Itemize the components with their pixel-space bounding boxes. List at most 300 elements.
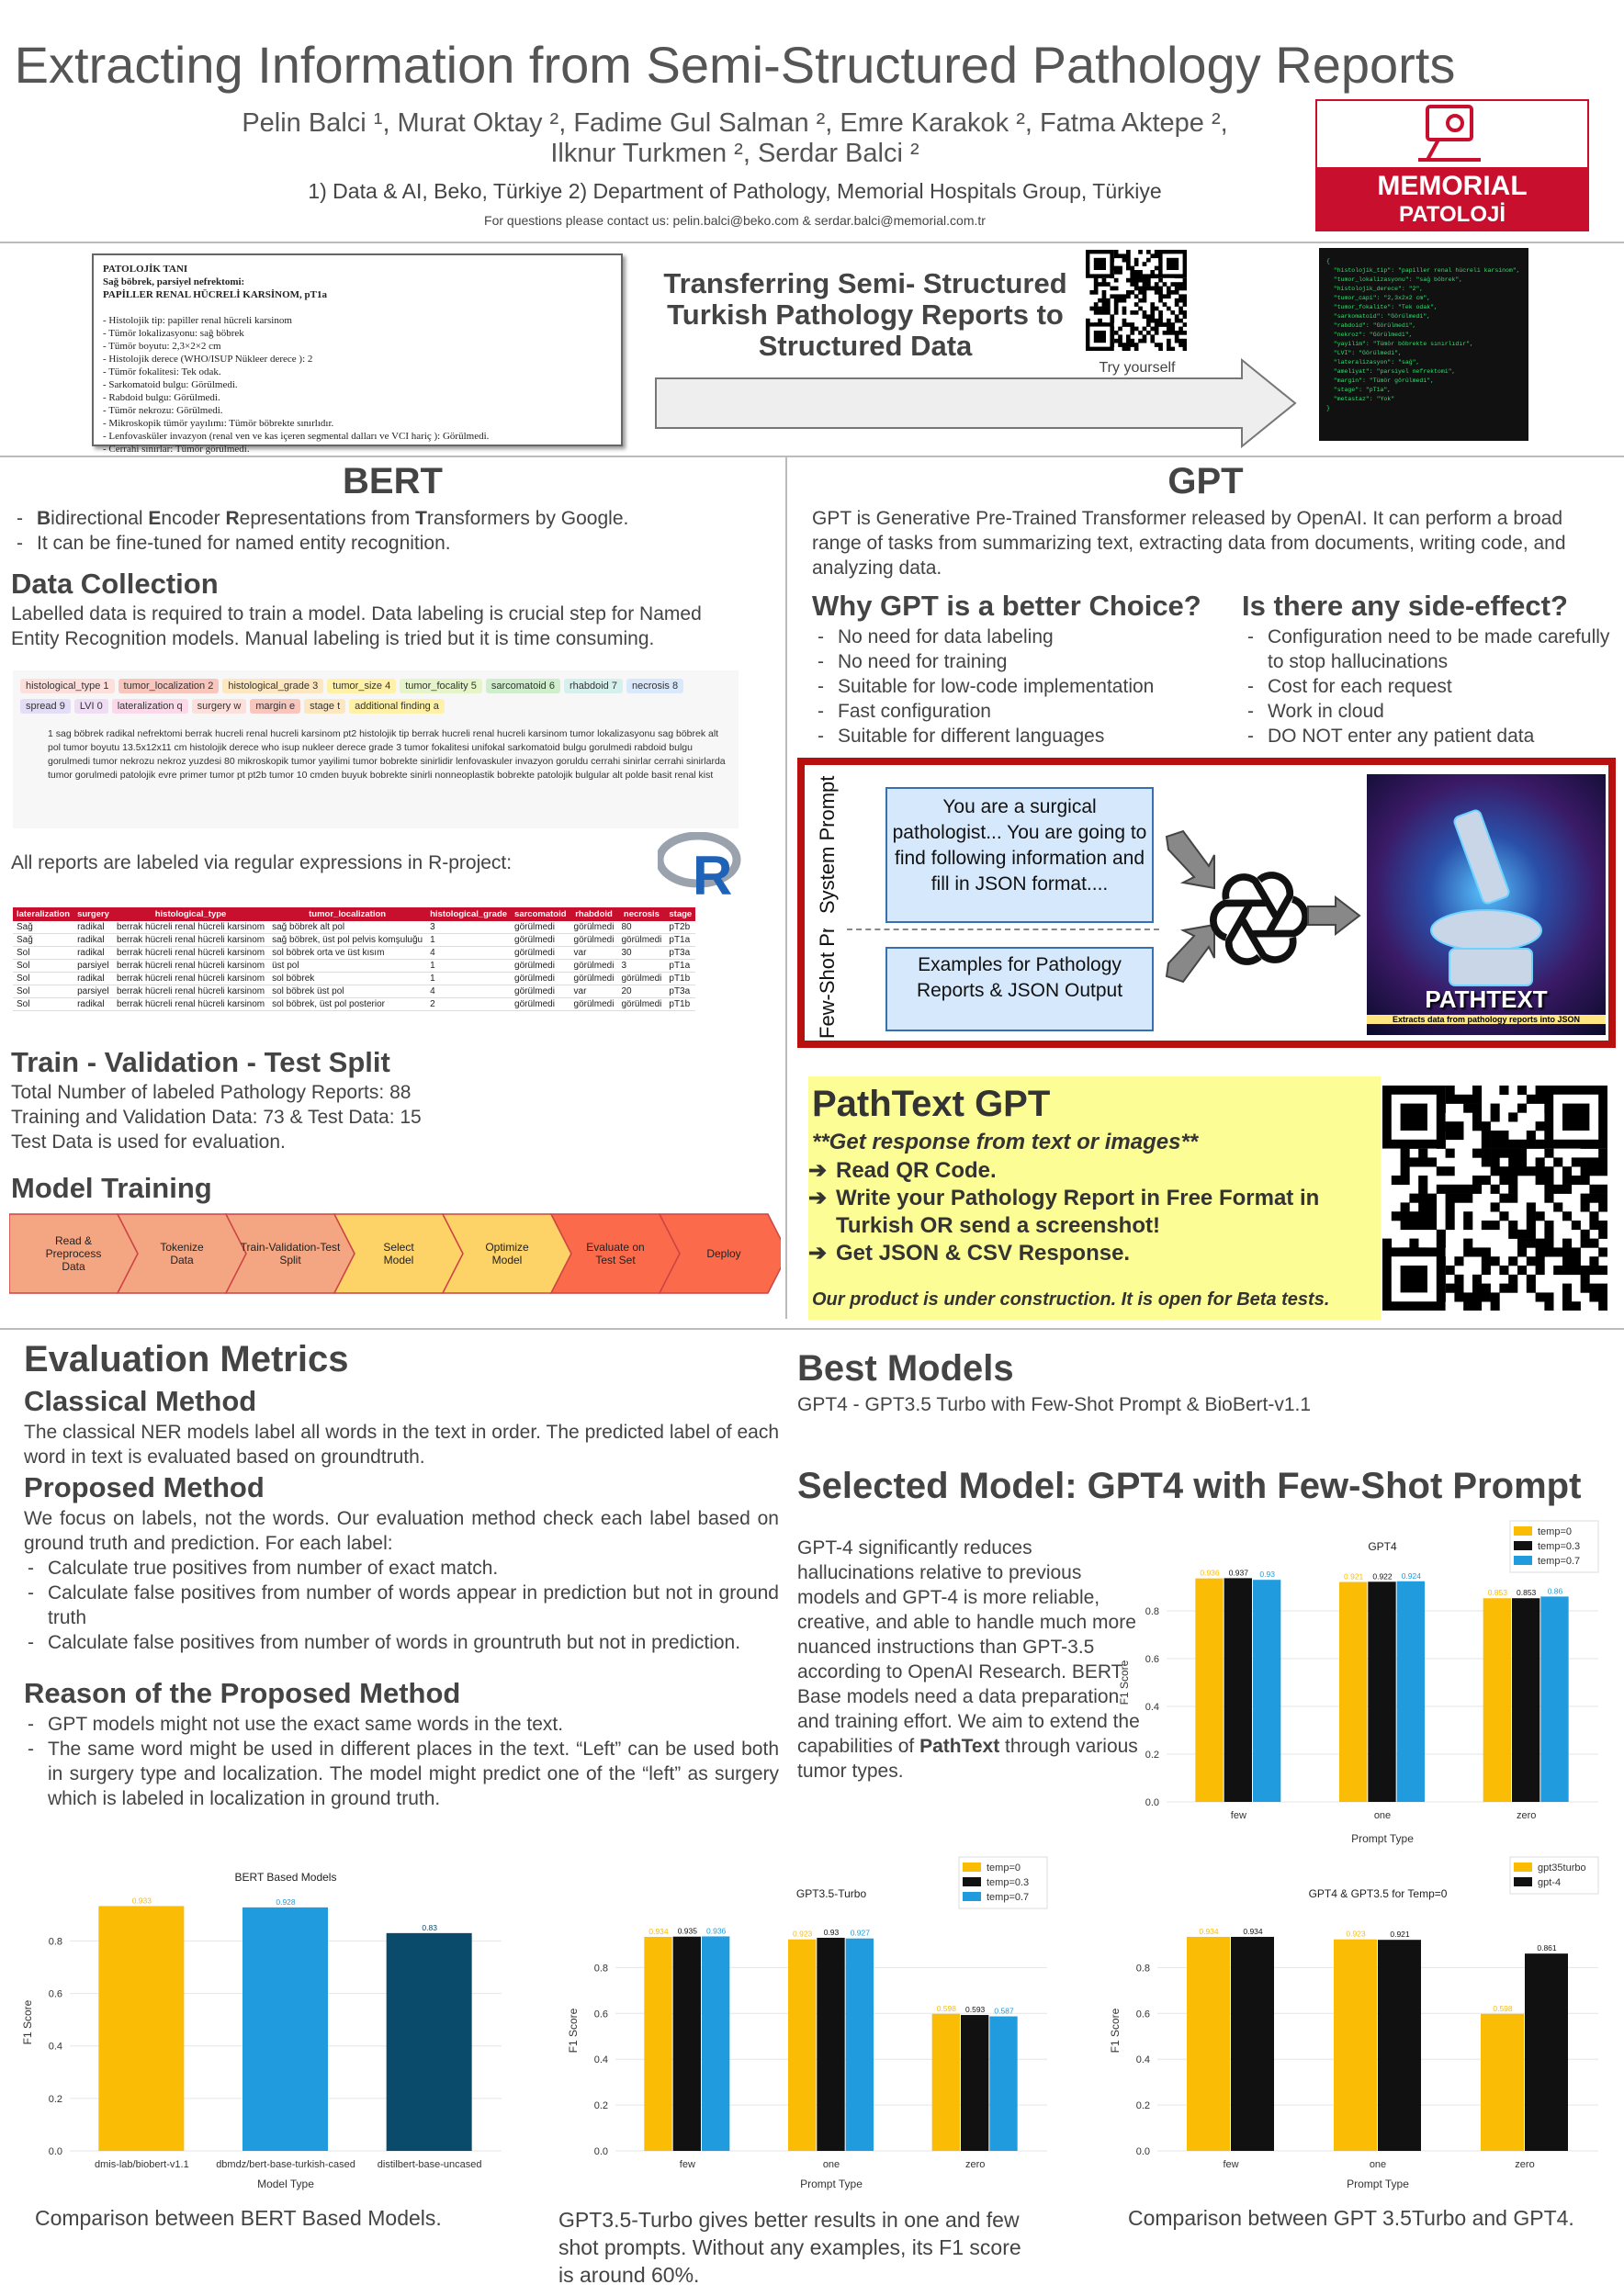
qr-finder bbox=[1094, 331, 1106, 343]
qr-module bbox=[1527, 1202, 1536, 1211]
qr-module bbox=[1146, 278, 1151, 283]
pathtext-subtitle: **Get response from text or images** bbox=[812, 1130, 1199, 1154]
qr-module bbox=[1401, 1221, 1410, 1230]
data-label: 0.927 bbox=[850, 1928, 870, 1938]
pipeline-step-label: Train-Validation-Test bbox=[240, 1241, 341, 1254]
bar bbox=[1368, 1581, 1395, 1802]
qr-module bbox=[1155, 290, 1159, 295]
pipeline-step-label: Select bbox=[383, 1241, 414, 1254]
qr-module bbox=[1183, 278, 1187, 283]
qr-module bbox=[1102, 290, 1107, 295]
qr-module bbox=[1167, 339, 1171, 343]
regex-text: All reports are labeled via regular expressions in R-project: bbox=[11, 852, 513, 873]
qr-module bbox=[1581, 1275, 1590, 1284]
qr-module bbox=[1183, 298, 1187, 303]
qr-module bbox=[1527, 1211, 1536, 1221]
qr-module bbox=[1446, 1121, 1455, 1131]
qr-module bbox=[1482, 1140, 1491, 1149]
qr-module bbox=[1499, 1166, 1508, 1176]
qr-module bbox=[1138, 307, 1143, 311]
chart-title: GPT4 & GPT3.5 for Temp=0 bbox=[1308, 1887, 1448, 1900]
try-yourself-label: Try yourself bbox=[1099, 360, 1176, 376]
qr-module bbox=[1581, 1266, 1590, 1275]
qr-module bbox=[1463, 1095, 1472, 1104]
qr-module bbox=[1150, 307, 1155, 311]
table-cell: sol böbrek bbox=[268, 973, 426, 985]
qr-module bbox=[1122, 307, 1127, 311]
qr-module bbox=[1427, 1211, 1437, 1221]
qr-module bbox=[1437, 1166, 1446, 1176]
y-axis-label: F1 Score bbox=[1109, 2008, 1122, 2054]
qr-module bbox=[1179, 331, 1183, 335]
qr-module bbox=[1143, 262, 1147, 266]
comparison-chart bbox=[1093, 1853, 1617, 2193]
why-gpt-item: - No need for training bbox=[814, 649, 1236, 674]
report-line: - Histolojik derece (WHO/ISUP Nükleer derece ): 2 bbox=[103, 354, 313, 365]
qr-module bbox=[1572, 1157, 1581, 1166]
legend-label: temp=0.7 bbox=[1538, 1556, 1581, 1567]
qr-module bbox=[1130, 278, 1134, 283]
report-line: - Tümör fokalitesi: Tek odak. bbox=[103, 366, 221, 377]
legend-label: gpt35turbo bbox=[1538, 1863, 1586, 1874]
bert-bullets bbox=[13, 506, 775, 556]
table-cell: pT1a bbox=[665, 960, 695, 973]
qr-module bbox=[1562, 1166, 1572, 1176]
qr-module bbox=[1418, 1221, 1427, 1230]
qr-module bbox=[1126, 334, 1131, 339]
qr-module bbox=[1134, 302, 1139, 307]
qr-module bbox=[1491, 1104, 1500, 1113]
qr-module bbox=[1446, 1185, 1455, 1194]
bar bbox=[1525, 1953, 1568, 2151]
qr-module bbox=[1150, 319, 1155, 323]
qr-module bbox=[1598, 1202, 1607, 1211]
qr-module bbox=[1114, 266, 1119, 271]
x-axis-label: Prompt Type bbox=[1347, 2178, 1409, 2190]
qr-module bbox=[1175, 339, 1179, 343]
data-label: 0.934 bbox=[648, 1926, 669, 1936]
qr-module bbox=[1158, 298, 1163, 303]
qr-module bbox=[1527, 1230, 1536, 1239]
bullet-text-part: R bbox=[225, 508, 240, 529]
qr-module bbox=[1499, 1131, 1508, 1140]
report-line: PAPİLLER RENAL HÜCRELİ KARSİNOM, pT1a bbox=[103, 289, 327, 300]
qr-module bbox=[1122, 253, 1127, 258]
data-label: 0.83 bbox=[422, 1922, 437, 1932]
data-label: 0.853 bbox=[1487, 1588, 1507, 1598]
table-header-cell: lateralization bbox=[13, 907, 73, 921]
qr-module bbox=[1183, 294, 1187, 298]
qr-module bbox=[1155, 343, 1159, 347]
model-training-title: Model Training bbox=[11, 1172, 212, 1204]
qr-module bbox=[1122, 322, 1127, 327]
fewshot-prompt-box: Examples for Pathology Reports & JSON Output bbox=[885, 947, 1154, 1031]
bar bbox=[1187, 1937, 1230, 2151]
split-title: Train - Validation - Test Split bbox=[11, 1046, 390, 1078]
qr-code-icon[interactable] bbox=[1086, 250, 1187, 351]
table-header-cell: sarcomatoid bbox=[511, 907, 570, 921]
y-tick-label: 0.2 bbox=[48, 2093, 62, 2105]
qr-module bbox=[1508, 1221, 1517, 1230]
qr-module bbox=[1562, 1256, 1572, 1266]
table-header-cell: necrosis bbox=[617, 907, 665, 921]
json-output bbox=[1319, 248, 1528, 441]
qr-module bbox=[1401, 1149, 1410, 1158]
qr-module bbox=[1409, 1239, 1418, 1248]
report-line: Sağ böbrek, parsiyel nefrektomi: bbox=[103, 276, 245, 287]
bar bbox=[1339, 1582, 1367, 1802]
qr-module bbox=[1150, 253, 1155, 258]
y-tick-label: 0.8 bbox=[593, 1963, 608, 1975]
y-tick-label: 0.2 bbox=[1135, 2100, 1150, 2112]
qr-module bbox=[1146, 282, 1151, 287]
y-tick-label: 0.8 bbox=[1135, 1963, 1150, 1975]
qr-module bbox=[1482, 1157, 1491, 1166]
x-axis-label: Prompt Type bbox=[800, 2178, 863, 2190]
qr-module bbox=[1527, 1166, 1536, 1176]
qr-module bbox=[1175, 319, 1179, 323]
qr-module bbox=[1527, 1256, 1536, 1266]
qr-module bbox=[1508, 1112, 1517, 1121]
data-label: 0.921 bbox=[1390, 1930, 1410, 1940]
bar bbox=[932, 2014, 960, 2151]
qr-module bbox=[1102, 298, 1107, 303]
qr-module bbox=[1114, 253, 1119, 258]
pathtext-step bbox=[808, 1185, 1369, 1240]
pipeline-step-label: Read & bbox=[54, 1234, 93, 1247]
label-tag: necrosis 8 bbox=[626, 679, 683, 693]
pipeline-step-label: Model bbox=[383, 1254, 414, 1266]
y-tick-label: 0.4 bbox=[1145, 1702, 1159, 1713]
qr-module bbox=[1155, 322, 1159, 327]
qr-module bbox=[1167, 287, 1171, 291]
qr-module bbox=[1106, 307, 1111, 311]
label-tag: tumor_size 4 bbox=[327, 679, 396, 693]
table-cell: berrak hücreli renal hücreli karsinom bbox=[113, 921, 268, 934]
r-logo-icon bbox=[658, 832, 742, 898]
json-line: } bbox=[1326, 405, 1330, 411]
qr-module bbox=[1126, 290, 1131, 295]
qr-module bbox=[1114, 294, 1119, 298]
qr-module bbox=[1463, 1239, 1472, 1248]
x-axis-label: Model Type bbox=[257, 2178, 314, 2190]
qr-module bbox=[1130, 322, 1134, 327]
data-label: 0.598 bbox=[936, 2003, 956, 2013]
qr-module bbox=[1472, 1104, 1482, 1113]
qr-module bbox=[1589, 1239, 1598, 1248]
qr-module bbox=[1155, 327, 1159, 332]
bert-bullet bbox=[13, 506, 775, 531]
pathtext-qr-code-icon[interactable] bbox=[1382, 1086, 1607, 1311]
qr-module bbox=[1508, 1194, 1517, 1203]
qr-module bbox=[1446, 1086, 1455, 1095]
qr-module bbox=[1094, 290, 1099, 295]
qr-module bbox=[1094, 287, 1099, 291]
table-cell: görülmedi bbox=[511, 921, 570, 934]
selected-model-title: Selected Model: GPT4 with Few-Shot Prompt bbox=[797, 1466, 1582, 1506]
legend-swatch bbox=[963, 1892, 981, 1901]
report-line: - Tümör nekrozu: Görülmedi. bbox=[103, 405, 223, 416]
qr-module bbox=[1102, 278, 1107, 283]
qr-finder bbox=[1401, 1104, 1427, 1131]
data-label: 0.93 bbox=[1259, 1570, 1275, 1580]
qr-module bbox=[1598, 1194, 1607, 1203]
qr-module bbox=[1482, 1149, 1491, 1158]
qr-module bbox=[1562, 1239, 1572, 1248]
qr-module bbox=[1491, 1157, 1500, 1166]
qr-module bbox=[1143, 310, 1147, 315]
qr-module bbox=[1527, 1275, 1536, 1284]
side-effect-title: Is there any side-effect? bbox=[1242, 590, 1568, 622]
qr-module bbox=[1110, 319, 1114, 323]
qr-module bbox=[1482, 1266, 1491, 1275]
why-gpt-title: Why GPT is a better Choice? bbox=[812, 590, 1201, 622]
qr-module bbox=[1598, 1230, 1607, 1239]
qr-module bbox=[1589, 1292, 1598, 1301]
table-cell: 2 bbox=[426, 998, 511, 1011]
qr-module bbox=[1418, 1185, 1427, 1194]
qr-module bbox=[1138, 250, 1143, 254]
qr-module bbox=[1089, 290, 1094, 295]
qr-module bbox=[1167, 331, 1171, 335]
qr-module bbox=[1463, 1185, 1472, 1194]
table-cell: berrak hücreli renal hücreli karsinom bbox=[113, 947, 268, 960]
qr-module bbox=[1118, 343, 1122, 347]
pathtext-step-text: Read QR Code. bbox=[836, 1158, 997, 1183]
qr-module bbox=[1102, 307, 1107, 311]
data-label: 0.934 bbox=[1199, 1926, 1219, 1936]
side-effect-item: - Cost for each request bbox=[1244, 674, 1611, 699]
why-gpt-item: - Suitable for low-code implementation bbox=[814, 674, 1236, 699]
qr-module bbox=[1114, 307, 1119, 311]
bar bbox=[1483, 1598, 1511, 1802]
table-cell: var bbox=[570, 947, 618, 960]
qr-module bbox=[1158, 278, 1163, 283]
label-tag: margin e bbox=[250, 699, 300, 714]
qr-module bbox=[1536, 1211, 1545, 1221]
table-cell: radikal bbox=[73, 934, 113, 947]
bullet-text-part: E bbox=[148, 508, 162, 529]
y-tick-label: 0.0 bbox=[48, 2146, 62, 2157]
json-line: "metastaz": "Yok" bbox=[1326, 396, 1395, 402]
table-row bbox=[13, 960, 695, 973]
report-line: - Tümör boyutu: 2,3×2×2 cm bbox=[103, 341, 221, 352]
bar bbox=[846, 1939, 874, 2151]
qr-module bbox=[1098, 310, 1102, 315]
qr-module bbox=[1409, 1211, 1418, 1221]
why-gpt-item: - Suitable for different languages bbox=[814, 724, 1236, 748]
data-label: 0.853 bbox=[1517, 1588, 1537, 1598]
qr-module bbox=[1126, 250, 1131, 254]
table-cell: 20 bbox=[617, 985, 665, 998]
qr-module bbox=[1179, 294, 1183, 298]
gpt-intro: GPT is Generative Pre-Trained Transformer released by OpenAI. It can perform a broad range of tasks from summarizing text, extracting data from documents, writing code, and analyzing data. bbox=[812, 508, 1566, 579]
qr-module bbox=[1138, 287, 1143, 291]
qr-module bbox=[1581, 1284, 1590, 1293]
qr-module bbox=[1146, 314, 1151, 319]
table-header-cell: stage bbox=[665, 907, 695, 921]
qr-module bbox=[1158, 287, 1163, 291]
qr-module bbox=[1158, 343, 1163, 347]
qr-module bbox=[1179, 307, 1183, 311]
qr-module bbox=[1114, 278, 1119, 283]
qr-module bbox=[1183, 302, 1187, 307]
qr-module bbox=[1589, 1185, 1598, 1194]
qr-module bbox=[1163, 282, 1167, 287]
system-prompt-box: You are a surgical pathologist... You are going to find following information and fill in JSON format.... bbox=[885, 787, 1154, 923]
qr-module bbox=[1143, 314, 1147, 319]
qr-module bbox=[1491, 1166, 1500, 1176]
qr-module bbox=[1472, 1284, 1482, 1293]
qr-module bbox=[1167, 294, 1171, 298]
bert-chart bbox=[6, 1853, 520, 2193]
qr-module bbox=[1572, 1176, 1581, 1185]
qr-module bbox=[1118, 266, 1122, 271]
qr-module bbox=[1170, 282, 1175, 287]
table-cell: görülmedi bbox=[617, 973, 665, 985]
qr-module bbox=[1427, 1221, 1437, 1230]
qr-module bbox=[1446, 1202, 1455, 1211]
bar bbox=[1378, 1940, 1421, 2151]
authors bbox=[0, 108, 1470, 169]
svg-text:Few-Shot Prompt: Few-Shot Prompt bbox=[816, 929, 839, 1039]
table-cell: berrak hücreli renal hücreli karsinom bbox=[113, 985, 268, 998]
qr-module bbox=[1491, 1202, 1500, 1211]
qr-module bbox=[1508, 1176, 1517, 1185]
pathtext-bold: PathText bbox=[919, 1736, 1000, 1757]
gpt4-chart bbox=[1102, 1517, 1617, 1848]
qr-module bbox=[1158, 290, 1163, 295]
qr-module bbox=[1401, 1202, 1410, 1211]
qr-module bbox=[1143, 334, 1147, 339]
pipeline-step-label: Tokenize bbox=[160, 1241, 204, 1254]
qr-module bbox=[1163, 322, 1167, 327]
qr-module bbox=[1598, 1149, 1607, 1158]
qr-module bbox=[1544, 1292, 1553, 1301]
table-row bbox=[13, 985, 695, 998]
qr-module bbox=[1143, 327, 1147, 332]
qr-module bbox=[1427, 1157, 1437, 1166]
y-tick-label: 0.8 bbox=[1145, 1606, 1159, 1617]
bullet-text-part: B bbox=[37, 508, 51, 529]
table-header-cell: histological_type bbox=[113, 907, 268, 921]
qr-module bbox=[1150, 339, 1155, 343]
table-cell: berrak hücreli renal hücreli karsinom bbox=[113, 960, 268, 973]
arrow-icon: ➔ bbox=[808, 1158, 828, 1183]
legend-label: temp=0.3 bbox=[1538, 1541, 1581, 1552]
qr-module bbox=[1134, 343, 1139, 347]
qr-module bbox=[1482, 1284, 1491, 1293]
qr-module bbox=[1508, 1230, 1517, 1239]
pathtext-note: Our product is under construction. It is open for Beta tests. bbox=[812, 1289, 1330, 1310]
qr-module bbox=[1130, 270, 1134, 275]
qr-module bbox=[1163, 302, 1167, 307]
qr-module bbox=[1130, 274, 1134, 278]
table-cell: görülmedi bbox=[570, 934, 618, 947]
qr-module bbox=[1544, 1176, 1553, 1185]
qr-module bbox=[1536, 1239, 1545, 1248]
report-line: - Mikroskopik tümör yayılımı: Tümör böbrekte sınırlıdır. bbox=[103, 418, 334, 429]
qr-module bbox=[1155, 331, 1159, 335]
qr-module bbox=[1598, 1301, 1607, 1311]
pathtext-illustration bbox=[1367, 774, 1606, 1035]
label-tag: additional finding a bbox=[349, 699, 445, 714]
y-tick-label: 0.8 bbox=[48, 1936, 62, 1948]
arrow-icon bbox=[1306, 895, 1361, 936]
qr-module bbox=[1598, 1221, 1607, 1230]
x-tick-label: few bbox=[1223, 2159, 1239, 2170]
pathtext-step-text: Write your Pathology Report in Free Format in Turkish OR send a screenshot! bbox=[836, 1186, 1320, 1238]
table-header-cell: tumor_localization bbox=[268, 907, 426, 921]
qr-module bbox=[1167, 343, 1171, 347]
annotation-tool bbox=[13, 670, 739, 828]
qr-module bbox=[1143, 339, 1147, 343]
qr-module bbox=[1179, 327, 1183, 332]
data-label: 0.928 bbox=[276, 1896, 296, 1907]
qr-module bbox=[1572, 1301, 1581, 1311]
x-tick-label: few bbox=[1230, 1810, 1246, 1821]
training-pipeline bbox=[9, 1210, 781, 1299]
qr-module bbox=[1472, 1149, 1482, 1158]
qr-module bbox=[1491, 1185, 1500, 1194]
qr-module bbox=[1454, 1284, 1463, 1293]
table-cell: 1 bbox=[426, 960, 511, 973]
chart-title: GPT3.5-Turbo bbox=[795, 1887, 867, 1900]
bar bbox=[788, 1940, 816, 2151]
qr-module bbox=[1175, 314, 1179, 319]
x-tick-label: few bbox=[679, 2159, 695, 2170]
qr-module bbox=[1392, 1176, 1401, 1185]
table-cell: sağ böbrek alt pol bbox=[268, 921, 426, 934]
qr-module bbox=[1562, 1176, 1572, 1185]
qr-module bbox=[1150, 310, 1155, 315]
legend-label: temp=0 bbox=[1538, 1526, 1572, 1537]
table-cell: radikal bbox=[73, 998, 113, 1011]
qr-module bbox=[1122, 319, 1127, 323]
y-tick-label: 0.6 bbox=[1145, 1654, 1159, 1665]
json-line: "tumor_capi": "2,3x2x2 cm", bbox=[1326, 295, 1431, 301]
qr-module bbox=[1536, 1166, 1545, 1176]
qr-module bbox=[1427, 1202, 1437, 1211]
pipeline-step-label: Data bbox=[62, 1260, 85, 1273]
selected-text: through various tumor types. bbox=[797, 1736, 1138, 1782]
bullet-text-part: epresentations from bbox=[239, 508, 416, 529]
table-cell: görülmedi bbox=[570, 973, 618, 985]
qr-module bbox=[1094, 282, 1099, 287]
qr-module bbox=[1179, 282, 1183, 287]
json-line: "tumor_lokalizasyonu": "sağ böbrek", bbox=[1326, 276, 1463, 283]
qr-module bbox=[1086, 319, 1090, 323]
qr-module bbox=[1130, 331, 1134, 335]
table-cell: Sağ bbox=[13, 934, 73, 947]
classical-text: The classical NER models label all words in the text in order. The predicted label of each word in text is evaluated based on groundtruth. bbox=[24, 1422, 779, 1468]
qr-module bbox=[1517, 1266, 1527, 1275]
split-line: Training and Validation Data: 73 & Test Data: 15 bbox=[11, 1107, 422, 1128]
y-tick-label: 0.6 bbox=[1135, 2009, 1150, 2020]
legend-swatch bbox=[1514, 1526, 1532, 1536]
qr-module bbox=[1134, 294, 1139, 298]
qr-module bbox=[1134, 347, 1139, 351]
qr-module bbox=[1527, 1140, 1536, 1149]
split-line: Test Data is used for evaluation. bbox=[11, 1131, 286, 1153]
qr-module bbox=[1553, 1185, 1562, 1194]
side-effect-item: - DO NOT enter any patient data bbox=[1244, 724, 1611, 748]
data-label: 0.936 bbox=[706, 1926, 727, 1936]
qr-module bbox=[1179, 319, 1183, 323]
table-header-row bbox=[13, 907, 695, 921]
table-cell: pT1b bbox=[665, 973, 695, 985]
qr-module bbox=[1446, 1284, 1455, 1293]
